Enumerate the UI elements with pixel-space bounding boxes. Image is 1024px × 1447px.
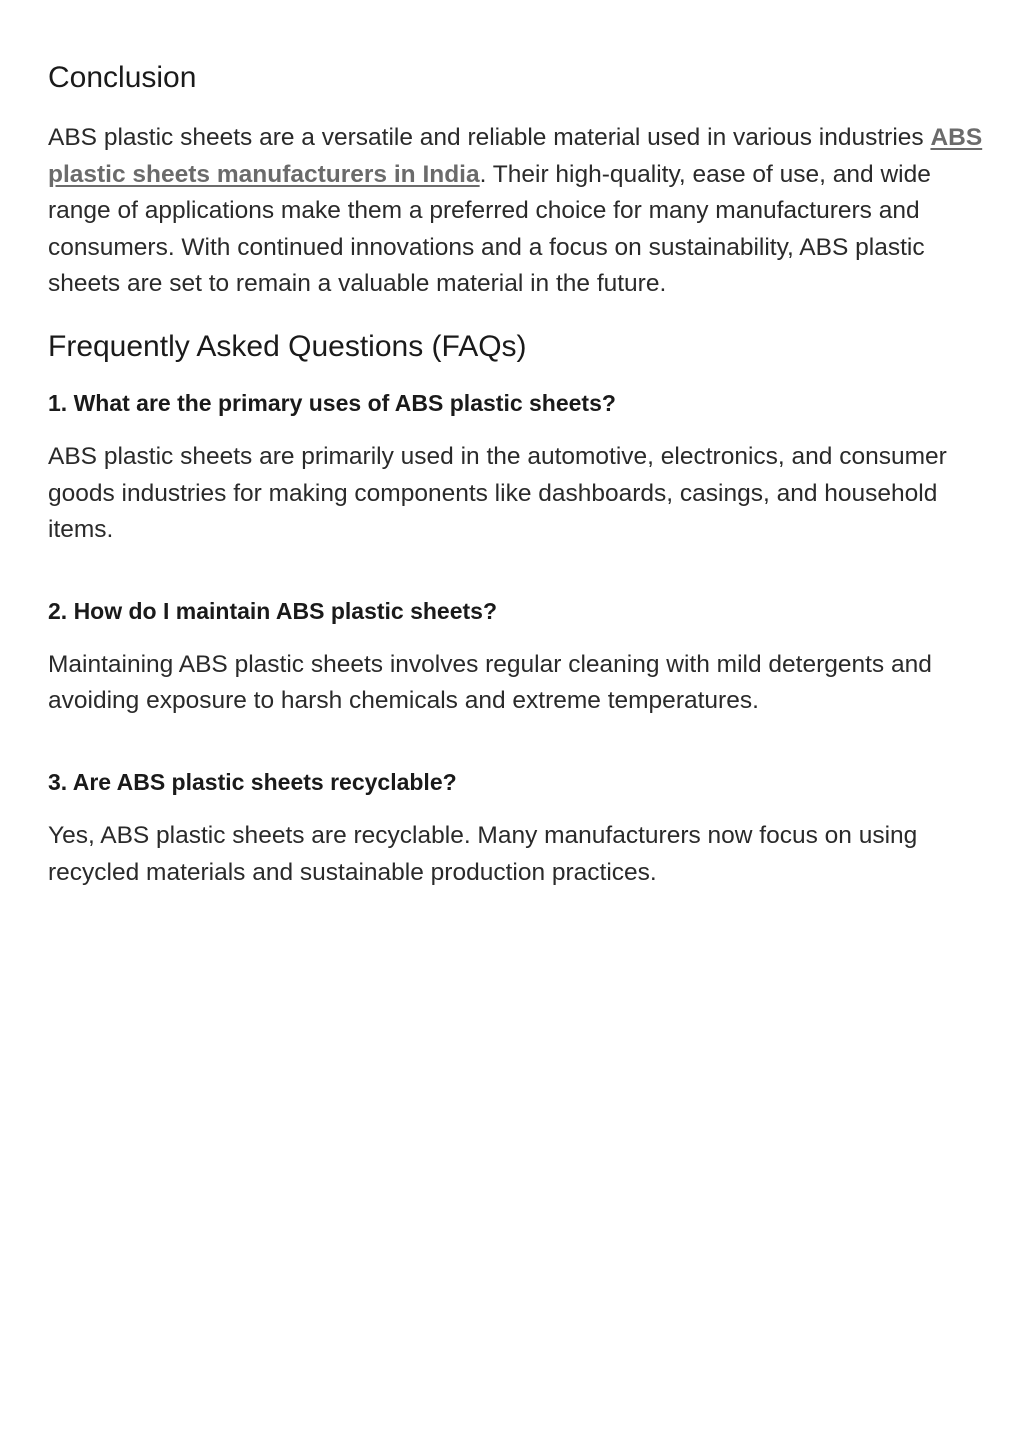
faq-answer: Maintaining ABS plastic sheets involves regular cleaning with mild detergents and avoiding exposure to harsh chemicals and extreme temperatures. bbox=[48, 650, 932, 715]
faq-question: 2. How do I maintain ABS plastic sheets? bbox=[48, 597, 498, 624]
conclusion-text-before-link: ABS plastic sheets are a versatile and reliable material used in various industries bbox=[48, 124, 931, 151]
faq-item bbox=[48, 595, 988, 720]
faq-question: 1. What are the primary uses of ABS plastic sheets? bbox=[48, 389, 616, 416]
faq-item bbox=[48, 766, 988, 891]
faq-answer: ABS plastic sheets are primarily used in the automotive, electronics, and consumer goods industries for making components like dashboards, casings, and household items. bbox=[48, 442, 947, 544]
faq-item bbox=[48, 387, 988, 549]
manufacturers-link[interactable]: ABS plastic sheets manufacturers in India bbox=[48, 124, 983, 188]
faq-question: 3. Are ABS plastic sheets recyclable? bbox=[48, 768, 457, 795]
conclusion-text-after-link: . Their high-quality, ease of use, and wide range of applications make them a preferred choice for many manufacturers and consumers. With continued innovations and a focus on sustainability, ABS plastic sheets are set to remain a valuable material in the future. bbox=[48, 160, 931, 298]
document-page bbox=[48, 58, 988, 937]
faq-heading: Frequently Asked Questions (FAQs) bbox=[48, 329, 527, 363]
conclusion-heading: Conclusion bbox=[48, 61, 197, 94]
conclusion-paragraph bbox=[48, 120, 988, 303]
faq-answer: Yes, ABS plastic sheets are recyclable. Many manufacturers now focus on using recycled materials and sustainable production practices. bbox=[48, 821, 918, 886]
